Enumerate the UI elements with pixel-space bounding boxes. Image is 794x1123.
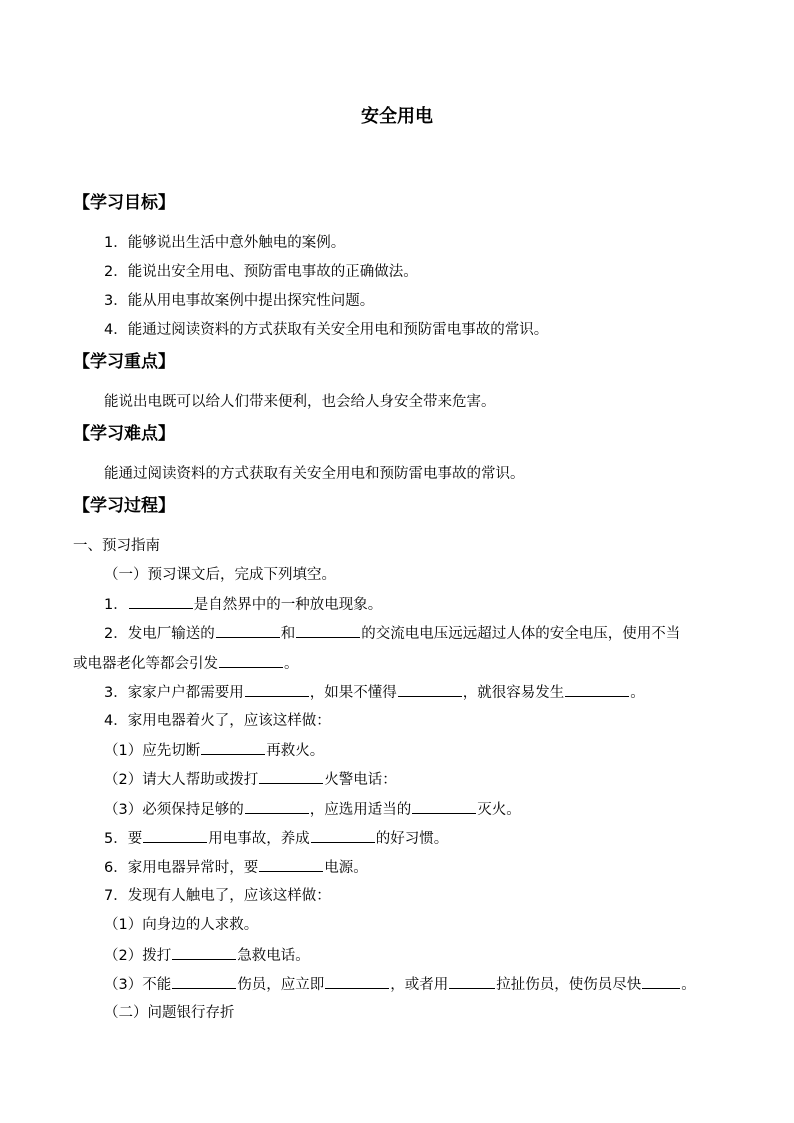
question-6: [104, 856, 368, 879]
fill-blank[interactable]: [172, 944, 236, 960]
question-text: 再救火。: [266, 743, 325, 759]
part1-title: 一、预习指南: [73, 538, 160, 554]
question-text: ，就很容易发生: [462, 685, 565, 701]
fill-blank[interactable]: [311, 827, 375, 843]
question-text: 用电事故，养成: [208, 831, 310, 847]
heading-difficulty: 【学习难点】: [73, 424, 175, 444]
question-text: 。: [681, 977, 696, 993]
question-7: 7．发现有人触电了，应该这样做：: [104, 888, 331, 904]
question-text: （1）应先切断: [104, 743, 201, 759]
question-4: 4．家用电器着火了，应该这样做：: [104, 713, 331, 729]
fill-blank[interactable]: [245, 798, 309, 814]
fill-blank[interactable]: [129, 593, 193, 609]
question-1: [104, 593, 382, 616]
fill-blank[interactable]: [449, 973, 495, 989]
fill-blank[interactable]: [642, 973, 680, 989]
question-7-1: （1）向身边的人求救。: [104, 917, 259, 933]
question-number: 1．: [104, 597, 128, 613]
heading-process: 【学习过程】: [73, 496, 175, 516]
question-text: 2．发电厂输送的: [104, 626, 215, 642]
question-text: 灭火。: [477, 802, 521, 818]
goal-item-3: 3．能从用电事故案例中提出探究性问题。: [104, 293, 375, 309]
question-text: 。: [630, 685, 645, 701]
goal-item-2: 2．能说出安全用电、预防雷电事故的正确做法。: [104, 264, 418, 280]
key-text: 能说出电既可以给人们带来便利，也会给人身安全带来危害。: [104, 394, 496, 410]
fill-blank[interactable]: [565, 681, 629, 697]
goal-item-1: 1．能够说出生活中意外触电的案例。: [104, 235, 346, 251]
question-text: 是自然界中的一种放电现象。: [193, 597, 383, 613]
question-7-3: [104, 973, 696, 996]
question-5: [104, 827, 448, 850]
fill-blank[interactable]: [259, 856, 323, 872]
fill-blank[interactable]: [219, 652, 283, 668]
difficulty-text: 能通过阅读资料的方式获取有关安全用电和预防雷电事故的常识。: [104, 466, 525, 482]
question-7-2: [104, 944, 310, 967]
question-text: ，或者用: [390, 977, 449, 993]
question-text: （3）必须保持足够的: [104, 802, 244, 818]
question-text: 拉扯伤员，使伤员尽快: [496, 977, 642, 993]
question-text: 。: [284, 656, 299, 672]
question-text: ，应选用适当的: [309, 802, 412, 818]
question-text: 或电器老化等都会引发: [73, 656, 218, 672]
question-4-1: [104, 739, 324, 762]
goal-item-4: 4．能通过阅读资料的方式获取有关安全用电和预防雷电事故的常识。: [104, 322, 549, 338]
question-text: （3）不能: [104, 977, 172, 993]
sub1-title: （一）预习课文后，完成下列填空。: [104, 567, 336, 583]
page-title: 安全用电: [361, 106, 433, 127]
question-4-2: [104, 768, 397, 791]
heading-key: 【学习重点】: [73, 352, 175, 372]
question-text: 6．家用电器异常时，要: [104, 860, 259, 876]
fill-blank[interactable]: [398, 681, 462, 697]
question-2: [104, 622, 680, 645]
fill-blank[interactable]: [172, 973, 236, 989]
question-text: 电源。: [324, 860, 368, 876]
question-text: 的好习惯。: [375, 831, 449, 847]
fill-blank[interactable]: [296, 622, 360, 638]
question-4-3: [104, 798, 521, 821]
question-text: 的交流电电压远远超过人体的安全电压，使用不当: [361, 626, 681, 642]
question-text: 和: [280, 626, 296, 642]
fill-blank[interactable]: [259, 768, 323, 784]
question-3: [104, 681, 645, 704]
question-2-continued: [73, 652, 299, 675]
question-text: 火警电话：: [324, 772, 397, 788]
fill-blank[interactable]: [143, 827, 207, 843]
question-text: 急救电话。: [237, 948, 310, 964]
question-text: 5．要: [104, 831, 143, 847]
sub2-title: （二）问题银行存折: [104, 1005, 235, 1021]
question-text: 伤员，应立即: [237, 977, 325, 993]
heading-goals: 【学习目标】: [73, 193, 175, 213]
question-text: （2）请大人帮助或拨打: [104, 772, 259, 788]
fill-blank[interactable]: [216, 622, 280, 638]
question-text: ，如果不懂得: [309, 685, 397, 701]
question-text: （2）拨打: [104, 948, 172, 964]
fill-blank[interactable]: [201, 739, 265, 755]
fill-blank[interactable]: [412, 798, 476, 814]
fill-blank[interactable]: [245, 681, 309, 697]
fill-blank[interactable]: [325, 973, 389, 989]
question-text: 3．家家户户都需要用: [104, 685, 244, 701]
